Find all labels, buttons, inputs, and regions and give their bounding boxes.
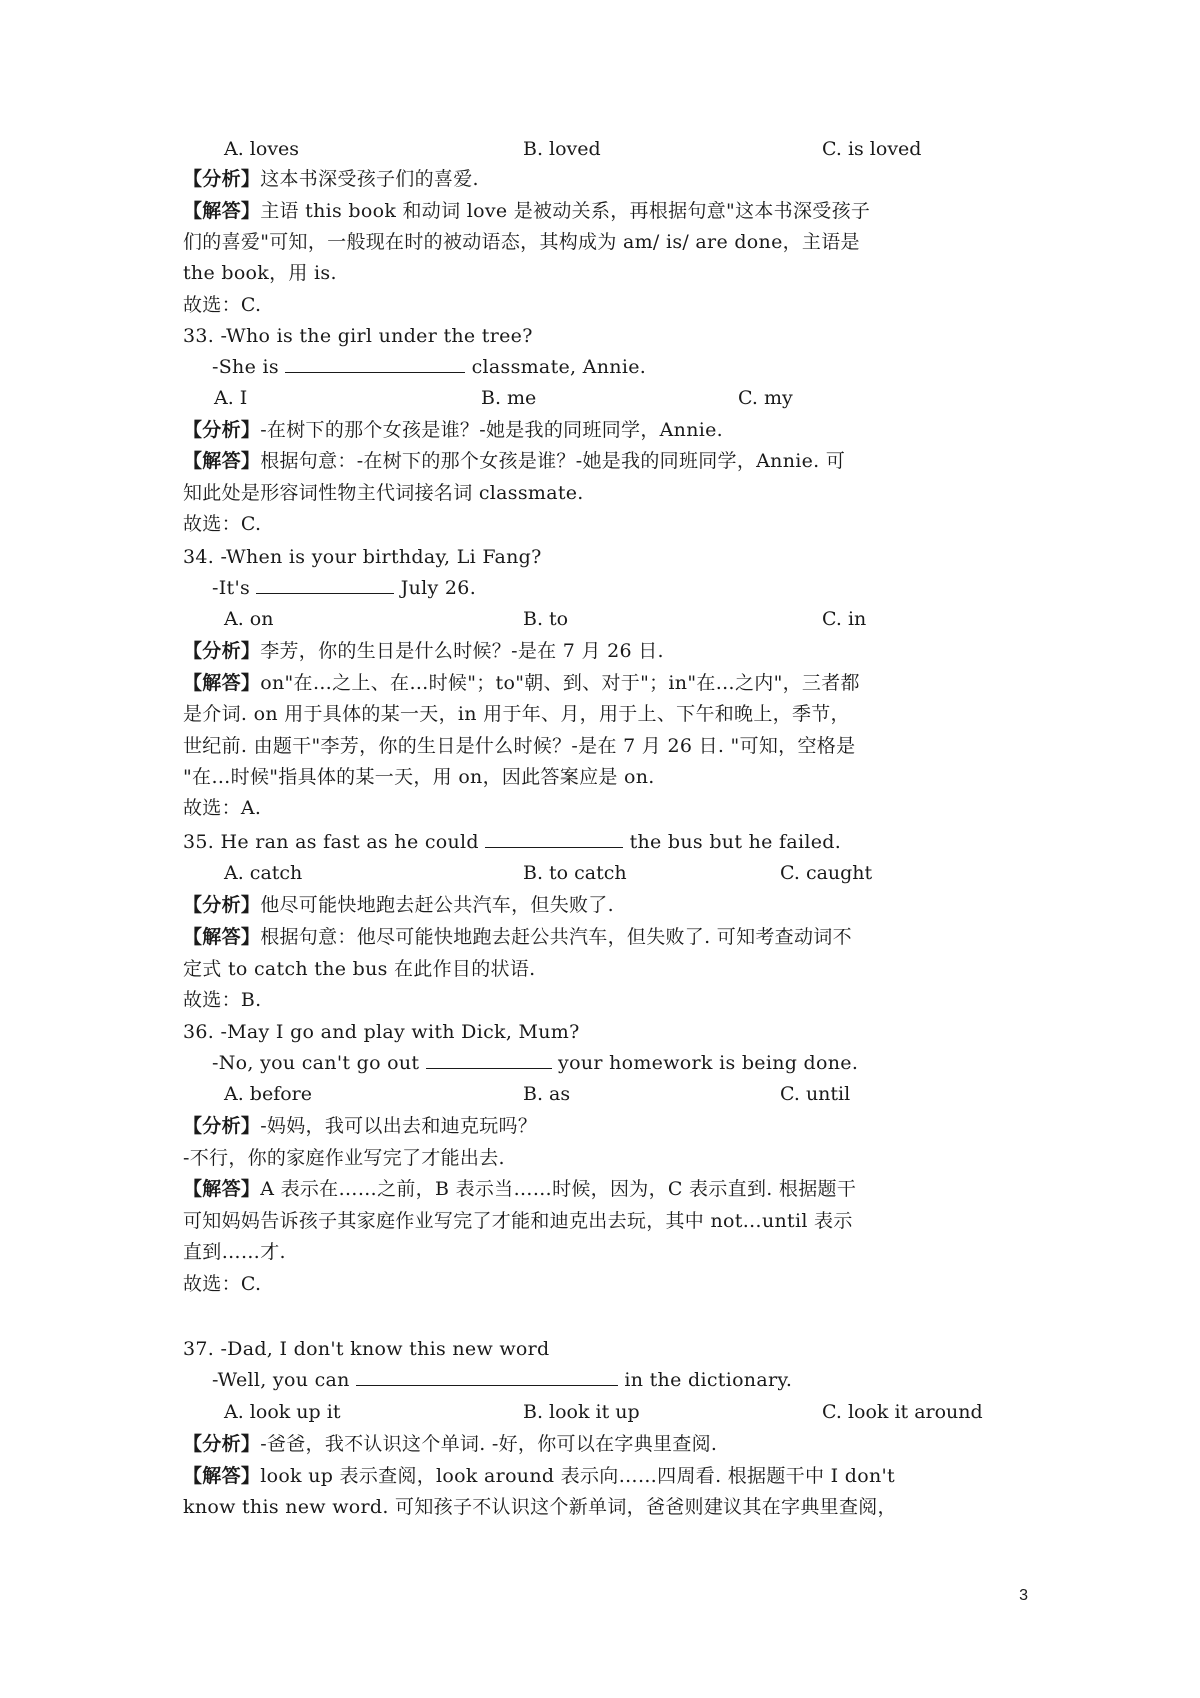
q33-analysis: 【分析】-在树下的那个女孩是谁？-她是我的同班同学，Annie. — [183, 419, 723, 441]
q37-answer-line-2: know this new word. 可知孩子不认识这个新单词，爸爸则建议其在字典里查阅， — [183, 1496, 897, 1518]
q36-answer-line-3: 直到……才. — [183, 1241, 286, 1263]
q35-option-c: C. caught — [780, 862, 873, 884]
q37-option-c: C. look it around — [822, 1401, 983, 1423]
q34-answer-line-2: 是介词. on 用于具体的某一天，in 用于年、月，用于上、下午和晚上，季节， — [183, 703, 850, 725]
q34-choice: 故选：A. — [183, 797, 262, 819]
q34-option-a: A. on — [224, 608, 274, 630]
q34-stem-line-1: 34. -When is your birthday, Li Fang? — [183, 546, 542, 568]
q35-answer-line-2: 定式 to catch the bus 在此作目的状语. — [183, 958, 536, 980]
q32-answer-line-1: 【解答】主语 this book 和动词 love 是被动关系，再根据句意"这本书深受孩子 — [183, 200, 871, 222]
q32-answer-line-2: 们的喜爱"可知，一般现在时的被动语态，其构成为 am/ is/ are done，主语是 — [183, 231, 860, 253]
q36-choice: 故选：C. — [183, 1273, 262, 1295]
q33-stem-line-1: 33. -Who is the girl under the tree? — [183, 325, 533, 347]
q37-stem-line-1: 37. -Dad, I don't know this new word — [183, 1338, 550, 1360]
q36-option-a: A. before — [224, 1083, 313, 1105]
q36-option-c: C. until — [780, 1083, 851, 1105]
q34-answer-line-1: 【解答】on"在…之上、在…时候"；to"朝、到、对于"；in"在…之内"，三者都 — [183, 672, 860, 694]
q36-answer-blank — [426, 1050, 552, 1069]
q34-option-c: C. in — [822, 608, 867, 630]
q34-answer-line-3: 世纪前. 由题干"李芳，你的生日是什么时候？-是在 7 月 26 日. "可知，空格是 — [183, 735, 856, 757]
q32-choice: 故选：C. — [183, 294, 262, 316]
page-number: 3 — [1019, 1587, 1028, 1604]
q32-option-c: C. is loved — [822, 138, 922, 160]
q32-option-b: B. loved — [523, 138, 601, 160]
q33-stem-line-2: -She is classmate, Annie. — [212, 356, 647, 378]
q33-option-c: C. my — [738, 387, 793, 409]
q34-stem-line-2: -It's July 26. — [212, 577, 477, 599]
q33-answer-blank — [285, 354, 465, 373]
q32-analysis: 【分析】这本书深受孩子们的喜爱. — [183, 168, 479, 190]
q37-option-a: A. look up it — [224, 1401, 341, 1423]
q34-option-b: B. to — [523, 608, 569, 630]
q37-answer-blank — [356, 1367, 618, 1386]
q33-answer-line-1: 【解答】根据句意：-在树下的那个女孩是谁？-她是我的同班同学，Annie. 可 — [183, 450, 846, 472]
q37-analysis: 【分析】-爸爸，我不认识这个单词. -好，你可以在字典里查阅. — [183, 1433, 718, 1455]
q35-answer-line-1: 【解答】根据句意：他尽可能快地跑去赶公共汽车，但失败了. 可知考查动词不 — [183, 926, 852, 948]
q34-analysis: 【分析】李芳，你的生日是什么时候？-是在 7 月 26 日. — [183, 640, 664, 662]
q35-stem: 35. He ran as fast as he could the bus but he failed. — [183, 831, 842, 853]
q37-option-b: B. look it up — [523, 1401, 640, 1423]
q34-answer-line-4: "在…时候"指具体的某一天，用 on，因此答案应是 on. — [183, 766, 655, 788]
q37-stem-line-2: -Well, you can in the dictionary. — [212, 1369, 793, 1391]
q33-answer-line-2: 知此处是形容词性物主代词接名词 classmate. — [183, 482, 584, 504]
q33-option-b: B. me — [481, 387, 537, 409]
q35-analysis: 【分析】他尽可能快地跑去赶公共汽车，但失败了. — [183, 894, 614, 916]
q36-analysis: 【分析】-妈妈，我可以出去和迪克玩吗？ — [183, 1115, 538, 1137]
q33-option-a: A. I — [214, 387, 248, 409]
q35-choice: 故选：B. — [183, 989, 262, 1011]
q36-stem-line-2: -No, you can't go out your homework is being done. — [212, 1052, 859, 1074]
q32-option-a: A. loves — [224, 138, 300, 160]
q36-option-b: B. as — [523, 1083, 571, 1105]
q32-answer-line-3: the book，用 is. — [183, 262, 337, 284]
q34-answer-blank — [256, 575, 394, 594]
q35-answer-blank — [485, 829, 623, 848]
q33-choice: 故选：C. — [183, 513, 262, 535]
q35-option-b: B. to catch — [523, 862, 627, 884]
q36-answer-line-1: 【解答】A 表示在……之前，B 表示当……时候，因为，C 表示直到. 根据题干 — [183, 1178, 857, 1200]
q35-option-a: A. catch — [224, 862, 303, 884]
q36-stem-line-1: 36. -May I go and play with Dick, Mum? — [183, 1021, 580, 1043]
q36-analysis-line-2: -不行，你的家庭作业写完了才能出去. — [183, 1147, 505, 1169]
q36-answer-line-2: 可知妈妈告诉孩子其家庭作业写完了才能和迪克出去玩，其中 not…until 表示 — [183, 1210, 853, 1232]
q37-answer-line-1: 【解答】look up 表示查阅，look around 表示向……四周看. 根据题干中 I don't — [183, 1465, 895, 1487]
